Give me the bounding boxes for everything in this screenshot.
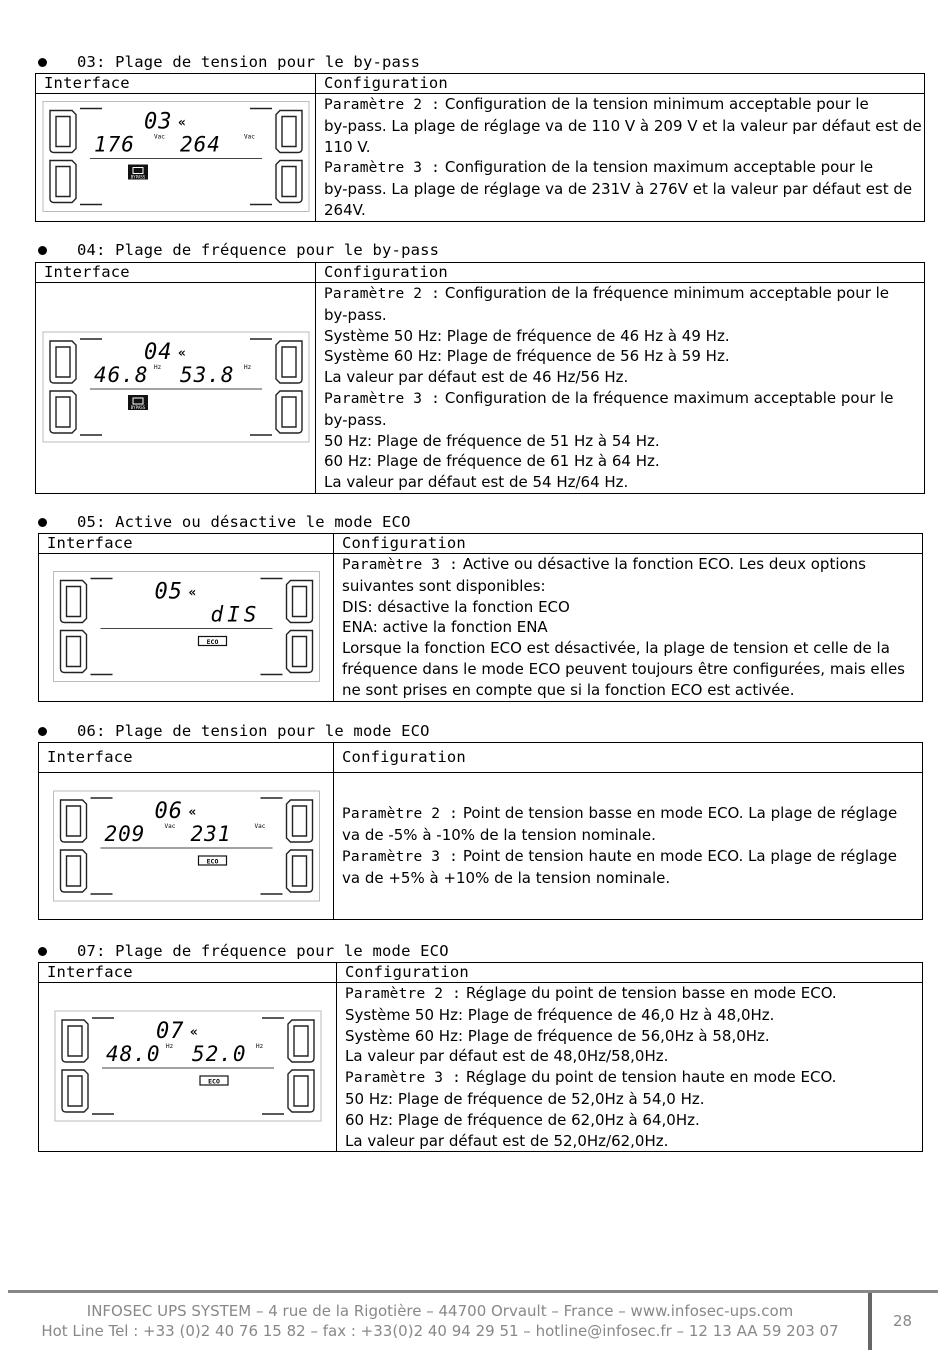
config-line: [345, 983, 922, 1005]
config-line: [345, 1089, 922, 1110]
interface-cell: [39, 773, 334, 920]
chevron-left-icon: «: [188, 805, 197, 820]
config-line: [342, 576, 922, 597]
lcd-right-value: 264: [180, 132, 221, 157]
battery-bar-icon: [67, 856, 81, 886]
config-table: [38, 533, 923, 702]
interface-cell: [39, 983, 337, 1152]
bullet-icon: [38, 518, 47, 527]
config-line: [342, 846, 922, 868]
config-text: fréquence dans le mode ECO peuvent toujours être configurées, mais elles: [342, 659, 905, 678]
config-text: by-pass.: [324, 410, 387, 429]
battery-bar-icon: [56, 397, 70, 427]
config-table: [35, 73, 925, 222]
config-line: [345, 1110, 922, 1131]
battery-bar-icon: [68, 1076, 82, 1106]
load-bar-icon: [293, 637, 307, 667]
lcd-right-value: 231: [190, 822, 232, 846]
config-line: [342, 617, 922, 638]
interface-cell: [36, 283, 316, 494]
column-header-configuration: Configuration: [334, 743, 923, 773]
config-line: [324, 94, 924, 116]
lcd-right-value: dIS: [210, 602, 261, 627]
section-heading-text: 06: Plage de tension pour le mode ECO: [77, 722, 430, 740]
config-line: [324, 157, 924, 179]
parameter-label: Paramètre 2 :: [342, 806, 459, 823]
config-line: [324, 179, 924, 200]
config-text: Point de tension basse en mode ECO. La plage de réglage: [458, 804, 898, 823]
bullet-icon: [38, 246, 47, 255]
parameter-label: Paramètre 3 :: [342, 849, 459, 865]
config-line: [342, 825, 922, 846]
config-line: [345, 1067, 922, 1089]
config-text: 110 V.: [324, 137, 371, 156]
config-table: [38, 742, 923, 920]
config-line: [324, 137, 924, 158]
lcd-left-unit: Hz: [154, 364, 162, 371]
parameter-label: Paramètre 2 :: [345, 986, 462, 1002]
config-text: Configuration de la tension minimum acceptable pour le: [440, 95, 869, 113]
config-text: by-pass. La plage de réglage va de 231V à 276V et la valeur par défaut est de: [324, 180, 913, 199]
column-header-configuration: Configuration: [334, 534, 923, 554]
bullet-icon: [38, 727, 47, 736]
config-line: [342, 597, 922, 618]
config-text: La valeur par défaut est de 54 Hz/64 Hz.: [324, 473, 629, 492]
section-heading: [36, 52, 420, 72]
section-heading-text: 03: Plage de tension pour le by-pass: [77, 53, 421, 71]
setting-code: 06: [154, 799, 183, 824]
config-text: Réglage du point de tension basse en mode ECO.: [461, 984, 837, 1002]
section-heading-text: 04: Plage de fréquence pour le by-pass: [77, 241, 440, 259]
config-text: Configuration de la tension maximum acceptable pour le: [440, 158, 874, 177]
column-header-interface: Interface: [36, 74, 316, 94]
lcd-panel: [54, 791, 320, 901]
setting-code: 04: [144, 340, 173, 365]
lcd-display: [39, 554, 334, 699]
interface-cell: [36, 94, 316, 222]
config-text: La valeur par défaut est de 48,0Hz/58,0Hz.: [345, 1047, 669, 1066]
output-bar-icon: [282, 117, 296, 147]
section-heading: [36, 721, 430, 741]
lcd-right-unit: Vac: [254, 823, 266, 830]
column-header-configuration: Configuration: [337, 963, 923, 983]
input-bar-icon: [67, 806, 81, 836]
config-text: 264V.: [324, 200, 366, 219]
config-text: Système 60 Hz: Plage de fréquence de 56 Hz à 59 Hz.: [324, 347, 730, 366]
config-line: [324, 410, 924, 431]
output-bar-icon: [293, 587, 307, 617]
column-header-configuration: Configuration: [316, 263, 925, 283]
output-bar-icon: [293, 806, 307, 836]
footer-divider: [8, 1290, 938, 1293]
parameter-label: Paramètre 3 :: [324, 160, 441, 177]
setting-code: 05: [154, 579, 183, 605]
load-bar-icon: [282, 397, 296, 427]
section-heading-text: 07: Plage de fréquence pour le mode ECO: [77, 942, 449, 960]
config-line: [324, 326, 924, 347]
output-bar-icon: [282, 347, 296, 377]
config-text: Point de tension haute en mode ECO. La plage de réglage: [458, 847, 897, 865]
bypass-badge-label: BYPASS: [130, 174, 146, 180]
config-line: [345, 1026, 922, 1047]
config-line: [324, 431, 924, 452]
config-text: by-pass.: [324, 305, 387, 324]
parameter-label: Paramètre 3 :: [324, 390, 441, 407]
config-text: La valeur par défaut est de 46 Hz/56 Hz.: [324, 368, 629, 387]
config-line: [324, 367, 924, 388]
config-line: [342, 680, 922, 701]
battery-bar-icon: [56, 167, 70, 197]
lcd-left-value: 48.0: [106, 1042, 161, 1066]
configuration-cell: [337, 983, 923, 1152]
page-number: 28: [893, 1312, 913, 1330]
lcd-left-unit: Vac: [154, 133, 165, 141]
config-text: suivantes sont disponibles:: [342, 576, 546, 595]
config-text: ne sont prises en compte que si la fonction ECO est activée.: [342, 680, 795, 699]
config-text: 50 Hz: Plage de fréquence de 52,0Hz à 54,0 Hz.: [345, 1089, 705, 1108]
parameter-label: Paramètre 3 :: [345, 1070, 462, 1087]
section-heading: [36, 941, 449, 961]
config-line: [324, 388, 924, 410]
config-line: [345, 1046, 922, 1067]
config-text: 60 Hz: Plage de fréquence de 62,0Hz à 64,0Hz.: [345, 1110, 700, 1129]
config-text: Configuration de la fréquence maximum acceptable pour le: [440, 388, 894, 407]
bullet-icon: [38, 58, 47, 67]
bypass-badge-label: BYPASS: [130, 405, 146, 410]
lcd-right-unit: Hz: [244, 364, 252, 371]
config-line: [342, 554, 922, 576]
config-text: DIS: désactive la fonction ECO: [342, 597, 570, 616]
config-table: [35, 262, 925, 494]
config-text: 50 Hz: Plage de fréquence de 51 Hz à 54 Hz.: [324, 431, 660, 450]
setting-code: 07: [156, 1019, 185, 1044]
config-text: La valeur par défaut est de 52,0Hz/62,0Hz.: [345, 1131, 669, 1150]
load-bar-icon: [294, 1076, 308, 1106]
config-text: by-pass. La plage de réglage va de 110 V à 209 V et la valeur par défaut est de: [324, 116, 922, 135]
lcd-frame: [43, 102, 309, 212]
config-line: [342, 868, 922, 889]
setting-code: 03: [144, 109, 173, 135]
config-line: [342, 803, 922, 825]
config-line: [345, 1005, 922, 1026]
load-bar-icon: [282, 167, 296, 197]
configuration-cell: [334, 554, 923, 702]
battery-bar-icon: [67, 637, 81, 667]
config-text: Lorsque la fonction ECO est désactivée, la plage de tension et celle de la: [342, 639, 890, 658]
lcd-left-unit: Hz: [166, 1043, 174, 1050]
chevron-left-icon: «: [188, 585, 197, 601]
lcd-right-unit: Hz: [256, 1043, 264, 1050]
config-line: [324, 346, 924, 367]
eco-badge-label: ECO: [206, 638, 219, 646]
config-text: 60 Hz: Plage de fréquence de 61 Hz à 64 Hz.: [324, 452, 660, 471]
config-text: Système 60 Hz: Plage de fréquence de 56,0Hz à 58,0Hz.: [345, 1026, 770, 1045]
column-header-interface: Interface: [36, 263, 316, 283]
config-line: [324, 200, 924, 221]
config-line: [324, 472, 924, 493]
lcd-frame: [54, 791, 320, 901]
lcd-display: [39, 983, 337, 1149]
lcd-right-value: 52.0: [192, 1042, 247, 1066]
lcd-panel: [55, 1011, 321, 1121]
interface-cell: [39, 554, 334, 702]
config-text: Système 50 Hz: Plage de fréquence de 46 Hz à 49 Hz.: [324, 326, 730, 345]
lcd-display: [39, 773, 334, 919]
config-line: [324, 116, 924, 137]
lcd-left-value: 209: [104, 822, 146, 846]
config-line: [342, 659, 922, 680]
input-bar-icon: [56, 347, 70, 377]
column-header-interface: Interface: [39, 534, 334, 554]
configuration-cell: [316, 283, 925, 494]
configuration-cell: [316, 94, 925, 222]
config-line: [345, 1131, 922, 1152]
output-bar-icon: [294, 1026, 308, 1056]
section-heading: [36, 512, 411, 532]
footer-address: INFOSEC UPS SYSTEM – 4 rue de la Rigotière – 44700 Orvault – France – www.infosec-ups.com: [86, 1302, 794, 1320]
lcd-right-value: 53.8: [180, 363, 235, 387]
lcd-left-value: 176: [94, 132, 135, 157]
column-header-interface: Interface: [39, 963, 337, 983]
eco-badge-label: ECO: [206, 857, 219, 866]
lcd-right-unit: Vac: [244, 133, 255, 141]
parameter-label: Paramètre 3 :: [342, 557, 459, 573]
load-bar-icon: [293, 856, 307, 886]
column-header-interface: Interface: [39, 743, 334, 773]
lcd-display: [36, 94, 316, 219]
column-header-configuration: Configuration: [316, 74, 925, 94]
configuration-cell: [334, 773, 923, 920]
input-bar-icon: [56, 117, 70, 147]
lcd-left-unit: Vac: [164, 823, 176, 830]
lcd-panel: [43, 332, 309, 442]
chevron-left-icon: «: [178, 115, 186, 131]
lcd-display: [36, 283, 316, 491]
config-line: [324, 283, 924, 305]
config-text: Système 50 Hz: Plage de fréquence de 46,0 Hz à 48,0Hz.: [345, 1005, 775, 1024]
chevron-left-icon: «: [178, 346, 186, 361]
parameter-label: Paramètre 2 :: [324, 97, 441, 113]
lcd-left-value: 46.8: [94, 363, 149, 387]
config-line: [324, 451, 924, 472]
lcd-frame: [55, 1011, 321, 1121]
config-text: va de -5% à -10% de la tension nominale.: [342, 826, 656, 845]
config-line: [324, 305, 924, 326]
config-line: [342, 638, 922, 659]
lcd-frame: [54, 572, 320, 682]
config-text: Configuration de la fréquence minimum acceptable pour le: [440, 284, 890, 302]
config-text: Active ou désactive la fonction ECO. Les deux options: [458, 555, 866, 573]
lcd-panel: [43, 102, 309, 212]
bullet-icon: [38, 947, 47, 956]
lcd-panel: [54, 572, 320, 682]
config-text: va de +5% à +10% de la tension nominale.: [342, 868, 671, 887]
section-heading: [36, 240, 439, 260]
input-bar-icon: [68, 1026, 82, 1056]
input-bar-icon: [67, 587, 81, 617]
section-heading-text: 05: Active ou désactive le mode ECO: [77, 513, 411, 531]
config-text: Réglage du point de tension haute en mode ECO.: [461, 1068, 837, 1087]
config-table: [38, 962, 923, 1152]
eco-badge-label: ECO: [208, 1077, 220, 1086]
parameter-label: Paramètre 2 :: [324, 286, 441, 302]
footer-contact: Hot Line Tel : +33 (0)2 40 76 15 82 – fax : +33(0)2 40 94 29 51 – hotline@infosec.fr – 12 13 AA 59 203 07: [41, 1322, 839, 1340]
chevron-left-icon: «: [190, 1025, 198, 1040]
lcd-frame: [43, 332, 309, 442]
config-text: ENA: active la fonction ENA: [342, 618, 548, 637]
